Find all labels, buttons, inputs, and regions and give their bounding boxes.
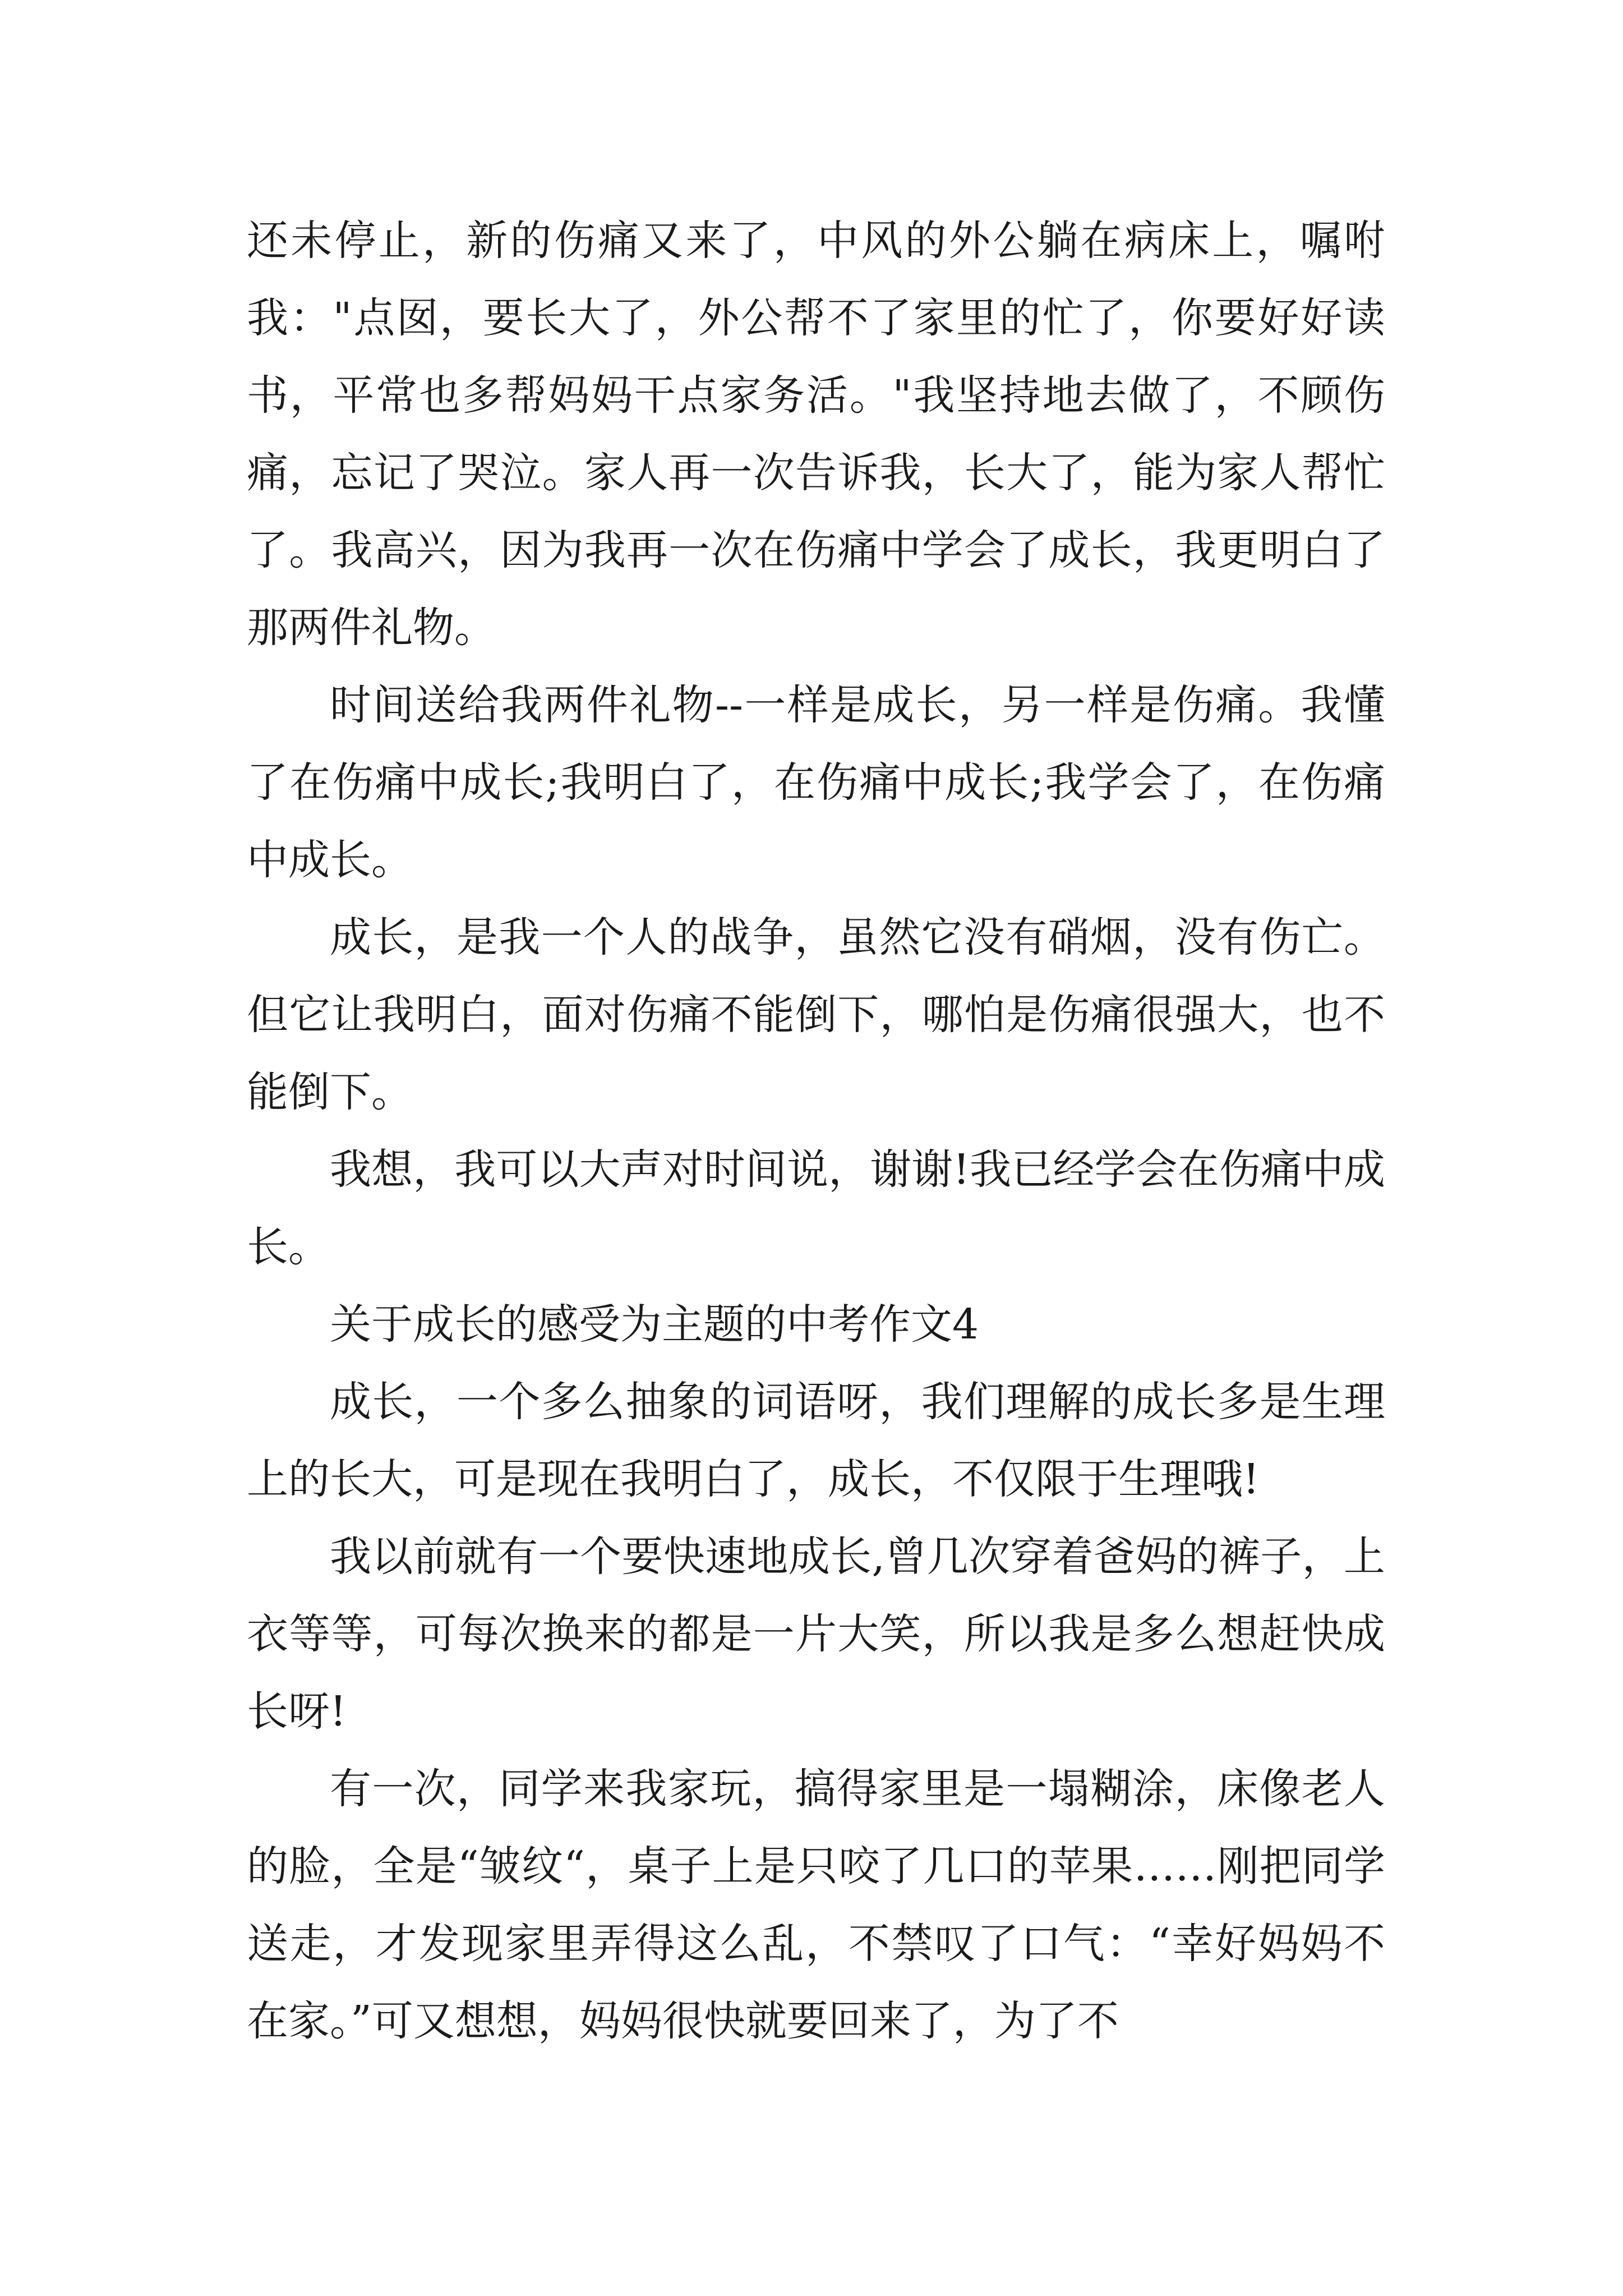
section-heading: 关于成长的感受为主题的中考作文4 — [330, 1300, 979, 1349]
paragraph-6: 我以前就有一个要快速地成长,曾几次穿着爸妈的裤子，上衣等等，可每次换来的都是一片大笑，所以我是多么想赶快成长呀! — [247, 1533, 1385, 1736]
paragraph-2: 时间送给我两件礼物--一样是成长，另一样是伤痛。我懂了在伤痛中成长;我明白了，在伤痛中成长;我学会了，在伤痛中成长。 — [247, 681, 1385, 884]
paragraph-1: 还未停止，新的伤痛又来了，中风的外公躺在病床上，嘱咐我："点囡，要长大了，外公帮不了家里的忙了，你要好好读书，平常也多帮妈妈干点家务活。"我坚持地去做了，不顾伤痛，忘记了哭泣。家人再一次告诉我，长大了，能为家人帮忙了。我高兴，因为我再一次在伤痛中学会了成长，我更明白了那两件礼物。 — [247, 217, 1385, 652]
paragraph-5: 成长，一个多么抽象的词语呀，我们理解的成长多是生理上的长大，可是现在我明白了，成长，不仅限于生理哦! — [247, 1378, 1385, 1503]
document-body — [247, 202, 1385, 2060]
paragraph-4: 我想，我可以大声对时间说，谢谢!我已经学会在伤痛中成长。 — [247, 1145, 1385, 1271]
paragraph-3: 成长，是我一个人的战争，虽然它没有硝烟，没有伤亡。但它让我明白，面对伤痛不能倒下，哪怕是伤痛很强大，也不能倒下。 — [247, 913, 1385, 1116]
paragraph-7: 有一次，同学来我家玩，搞得家里是一塌糊涂，床像老人的脸，全是“皱纹“，桌子上是只咬了几口的苹果……刚把同学送走，才发现家里弄得这么乱，不禁叹了口气：“幸好妈妈不在家。”可又想想，妈妈很快就要回来了，为了不 — [247, 1765, 1385, 2045]
